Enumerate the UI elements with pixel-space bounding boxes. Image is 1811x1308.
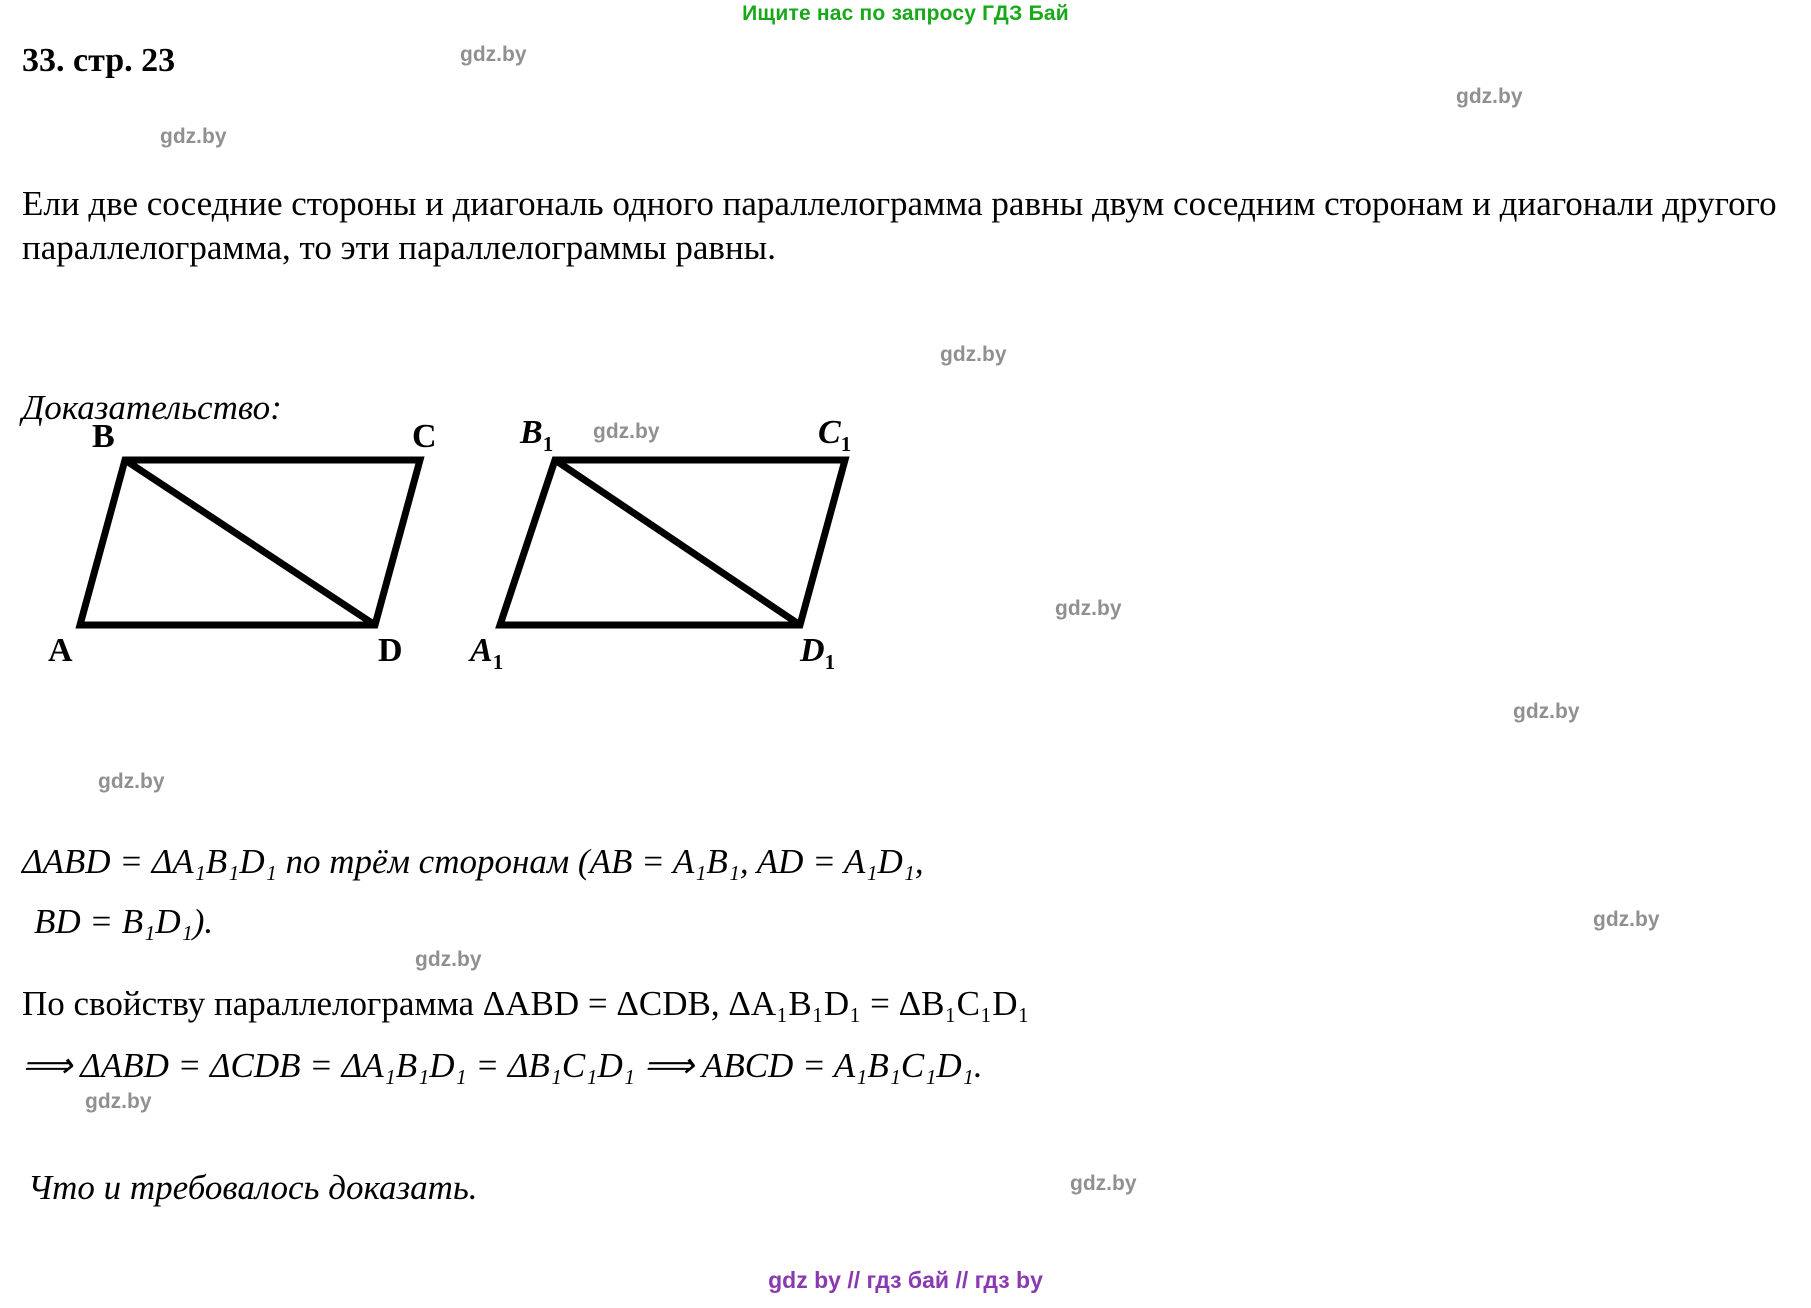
math-line-3: По свойству параллелограмма ΔABD = ΔCDB, ΔA₁B₁D₁ = ΔB₁C₁D₁: [22, 984, 1030, 1023]
page-footer: gdz by // гдз бай // гдз by: [768, 1267, 1043, 1293]
figure1-vertex-b: B: [92, 418, 115, 455]
watermark: gdz.by: [940, 343, 1007, 366]
figure2-vertex-c1: $C_1$: [818, 414, 852, 456]
figure2-vertex-d1: $D_1$: [800, 632, 836, 674]
theorem-statement: Ели две соседние стороны и диагональ одного параллелограмма равны двум соседним сторонам и диагонали другого параллелограмма, то эти параллелограммы равны.: [22, 184, 1777, 268]
parallelogram-diagrams: [0, 450, 960, 740]
promo-banner: Ищите нас по запросу ГДЗ Бай: [742, 2, 1069, 25]
figure1-vertex-c: C: [412, 418, 437, 455]
watermark: gdz.by: [98, 770, 165, 793]
figure1-vertex-a: A: [48, 632, 73, 669]
watermark: gdz.by: [1513, 700, 1580, 723]
watermark: gdz.by: [460, 43, 527, 66]
watermark: gdz.by: [1456, 85, 1523, 108]
figure1-vertex-d: D: [378, 632, 403, 669]
figure2-vertex-a1: $A_1$: [470, 632, 504, 674]
task-number: 33. стр. 23: [22, 42, 176, 79]
watermark: gdz.by: [1055, 597, 1122, 620]
watermark: gdz.by: [85, 1090, 152, 1113]
qed-text: Что и требовалось доказать.: [28, 1168, 478, 1207]
watermark: gdz.by: [1593, 908, 1660, 931]
watermark: gdz.by: [160, 125, 227, 148]
math-line-4: ⟹ ΔABD = ΔCDB = ΔA₁B₁D₁ = ΔB₁C₁D₁ ⟹ ABCD = A₁B₁C₁D₁.: [22, 1046, 983, 1085]
math-line-2: BD = B₁D₁).: [34, 902, 214, 941]
watermark: gdz.by: [415, 948, 482, 971]
proof-label: Доказательство:: [22, 388, 282, 427]
math-line-1: ΔABD = ΔA₁B₁D₁ по трём сторонам (AB = A₁B₁, AD = A₁D₁,: [22, 842, 924, 881]
figure2-vertex-b1: $B_1$: [520, 414, 554, 456]
watermark: gdz.by: [1070, 1172, 1137, 1195]
watermark: gdz.by: [593, 420, 660, 443]
